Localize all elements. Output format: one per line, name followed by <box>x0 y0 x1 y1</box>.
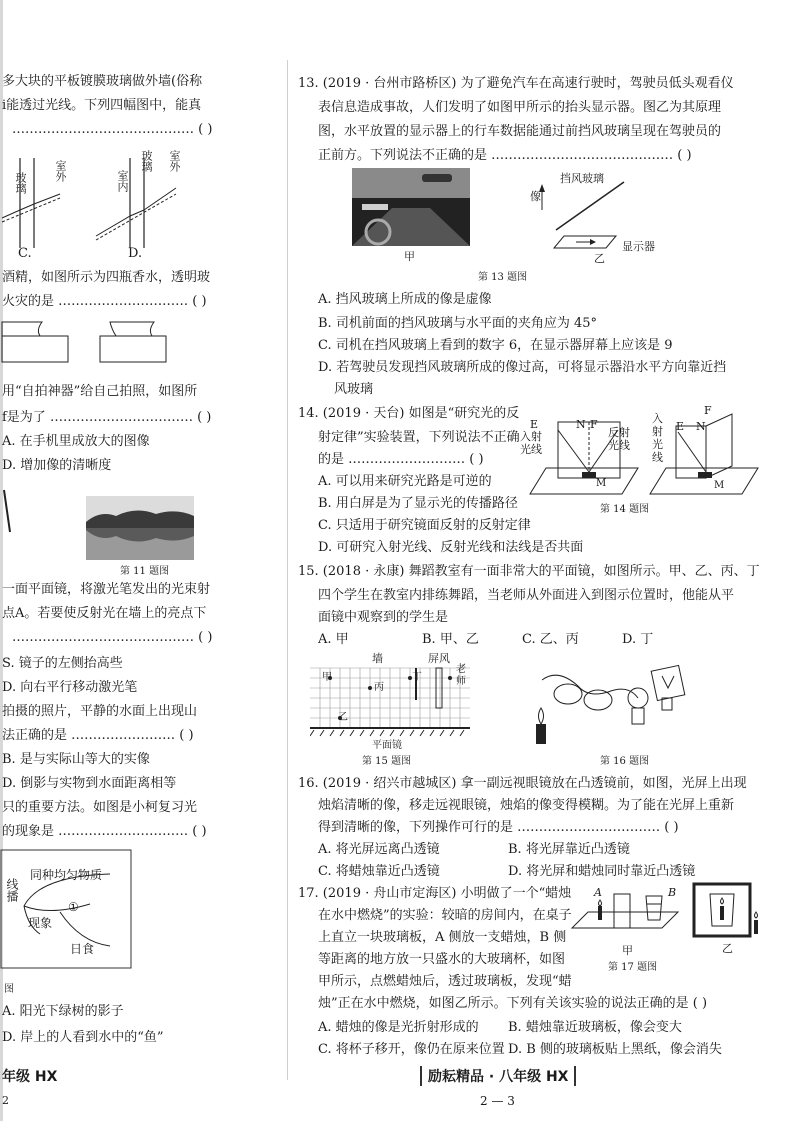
footer-left-page: 2 <box>2 1094 9 1107</box>
q14-option: C. 只适用于研究镜面反射的反射定律 <box>318 518 531 533</box>
q13-option: 风玻璃 <box>334 382 374 397</box>
figure-13-caption: 第 13 题图 <box>478 272 528 283</box>
n-label: N <box>576 418 586 431</box>
left-line: D. 向右平行移动激光笔 <box>2 680 138 695</box>
figure-14-caption: 第 14 题图 <box>600 504 650 515</box>
student-bing: 丙 <box>374 682 384 693</box>
e-label: E <box>530 418 539 431</box>
footer-page-number: 2 — 3 <box>480 1094 515 1108</box>
outdoor-label: 室外 <box>168 150 181 172</box>
figure-yi-label: 乙 <box>722 942 733 955</box>
q13-option: B. 司机前面的挡风玻璃与水平面的夹角应为 45° <box>318 316 597 331</box>
q17-stem: 在水中燃烧”的实验：较暗的房间内，在桌子 <box>318 908 572 923</box>
m-label: M <box>714 480 725 491</box>
left-line: 只的重要方法。如图是小柯复习光 <box>2 800 198 815</box>
left-line: S. 镜子的左侧抬高些 <box>2 656 123 671</box>
footer-left-brand: 年级 HX <box>2 1069 58 1085</box>
incident-ray-label: 入射光线 <box>652 412 663 464</box>
concept-map-caption: 图 <box>4 984 14 995</box>
perfume-bottles-figure <box>0 316 200 366</box>
q17-option: D. B 侧的玻璃板贴上黑纸，像会消失 <box>508 1042 722 1057</box>
figure-16-caption: 第 16 题图 <box>600 756 650 767</box>
wall-label: 墙 <box>372 652 383 665</box>
left-line: 多大块的平板镀膜玻璃做外墙(俗称 <box>2 74 203 89</box>
q17-option: C. 将杯子移开，像仍在原来位置 <box>318 1042 505 1057</box>
q17-stem: 等距离的地方放一只盛水的大玻璃杯，如图 <box>318 952 566 967</box>
q16-option: A. 将光屏远离凸透镜 <box>318 842 440 857</box>
student-jia: 甲 <box>322 672 332 683</box>
q17-stem: 17. (2019 · 舟山市定海区) 小明做了一个“蜡烛 <box>298 886 572 901</box>
q17-stem: 烛”正在水中燃烧，如图乙所示。下列有关该实验的说法正确的是 ( ) <box>318 996 708 1011</box>
q13-option: A. 挡风玻璃上所成的像是虚像 <box>318 292 492 307</box>
q16-stem: 16. (2019 · 绍兴市越城区) 拿一副远视眼镜放在凸透镜前，如图，光屏上出现 <box>298 776 747 791</box>
figure-17-caption: 第 17 题图 <box>608 962 658 973</box>
left-line: i能透过光线。下列四幅图中，能真 <box>2 98 202 113</box>
left-line: D. 增加像的清晰度 <box>2 458 112 473</box>
point-a-label: A <box>594 886 602 899</box>
left-line: 用“自拍神器”给自己拍照，如图所 <box>2 384 198 399</box>
q15-option: D. 丁 <box>622 632 654 647</box>
q14-option: B. 用白屏是为了显示光的传播路径 <box>318 496 518 511</box>
q13-option: C. 司机在挡风玻璃上看到的数字 6，在显示器屏幕上应该是 9 <box>318 338 673 353</box>
left-line: …………………………………… ( ) <box>12 630 213 645</box>
display-label: 显示器 <box>622 240 655 253</box>
glass-label: 玻璃 <box>14 172 27 194</box>
column-divider <box>287 60 288 1080</box>
concept-circle-one: ① <box>68 900 79 914</box>
reflection-law-apparatus <box>528 412 768 500</box>
q13-stem: 正前方。下列说法不正确的是 …………………………………… ( ) <box>318 148 692 163</box>
n-label: N <box>696 420 706 433</box>
left-line: 点A。若要使反射光在墙上的亮点下 <box>2 606 207 621</box>
image-label: 像 <box>530 190 541 203</box>
screen-label: 屏风 <box>428 652 450 665</box>
teacher-label: 老师 <box>456 664 466 687</box>
concept-homogeneous: 同种均匀物质 <box>30 868 103 882</box>
q16-option: B. 将光屏靠近凸透镜 <box>508 842 630 857</box>
concept-eclipse: 日食 <box>70 942 95 956</box>
q16-option: C. 将蜡烛靠近凸透镜 <box>318 864 440 879</box>
left-line: f是为了 …………………………… ( ) <box>2 410 212 425</box>
left-line: …………………………………… ( ) <box>12 122 213 137</box>
q17-stem: 上直立一块玻璃板，A 侧放一支蜡烛，B 侧 <box>318 930 567 945</box>
q14-stem: 14. (2019 · 天台) 如图是“研究光的反 <box>298 406 520 421</box>
option-c-label: C. <box>18 246 32 261</box>
q15-stem: 四个学生在教室内排练舞蹈，当老师从外面进入到图示位置时，他能从平 <box>318 588 735 603</box>
figure-yi-label: 乙 <box>594 252 605 265</box>
dance-room-grid <box>310 660 470 740</box>
left-line: B. 是与实际山等大的实像 <box>2 752 150 767</box>
q14-stem: 射定律”实验装置，下列说法不正确 <box>318 430 520 445</box>
m-label: M <box>596 478 607 489</box>
q15-option: B. 甲、乙 <box>422 632 479 647</box>
figure-15-caption: 第 15 题图 <box>362 756 412 767</box>
q13-stem: 表信息造成事故，人们发明了如图甲所示的抬头显示器。图乙为其原理 <box>318 100 722 115</box>
windshield-label: 挡风玻璃 <box>560 172 604 185</box>
option-d-label: D. <box>128 246 143 261</box>
q16-stem: 得到清晰的像，下列操作可行的是 …………………………… ( ) <box>318 820 679 835</box>
left-line: A. 在手机里成放大的图像 <box>2 434 150 449</box>
left-line: 酒精，如图所示为四瓶香水，透明玻 <box>2 270 211 285</box>
q15-option: C. 乙、丙 <box>522 632 579 647</box>
left-line: 法正确的是 …………………… ( ) <box>2 728 194 743</box>
point-b-label: B <box>668 886 677 899</box>
f-label: F <box>704 404 712 417</box>
q16-stem: 烛焰清晰的像，移走远视眼镜，烛焰的像变得模糊。为了能在光屏上重新 <box>318 798 735 813</box>
figure-jia-label: 甲 <box>404 250 415 263</box>
figure-11-caption: 第 11 题图 <box>120 566 170 577</box>
concept-root: 线播 <box>5 878 19 902</box>
indoor-label: 室内 <box>116 170 129 192</box>
left-line: A. 阳光下绿树的影子 <box>2 1004 124 1019</box>
q17-stem: 甲所示，点燃蜡烛后，透过玻璃板，发现“蜡 <box>318 974 572 989</box>
student-ding: 丁 <box>412 672 422 683</box>
outdoor-label: 室外 <box>54 160 67 182</box>
q15-stem: 15. (2018 · 永康) 舞蹈教室有一面非常大的平面镜，如图所示。甲、乙、丙、丁 <box>298 564 760 579</box>
left-line: 拍摄的照片，平静的水面上出现山 <box>2 704 198 719</box>
q15-stem: 面镜中观察到的学生是 <box>318 610 449 625</box>
q17-option: A. 蜡烛的像是光折射形成的 <box>318 1020 479 1035</box>
reflected-ray-label: 反射光线 <box>608 426 630 452</box>
footer-center-brand: 励耘精品 · 八年级 HX <box>420 1066 576 1086</box>
glasses-lens-experiment <box>528 658 728 748</box>
q17-option: B. 蜡烛靠近玻璃板，像会变大 <box>508 1020 682 1035</box>
incident-ray-label: 入射光线 <box>520 430 542 456</box>
q13-stem: 图，水平放置的显示器上的行车数据能通过前挡风玻璃呈现在驾驶员的 <box>318 124 722 139</box>
concept-phenomenon: 现象 <box>28 916 53 930</box>
left-line: 一面平面镜，将激光笔发出的光束射 <box>2 582 211 597</box>
q13-stem: 13. (2019 · 台州市路桥区) 为了避免汽车在高速行驶时，驾驶员低头观看仪 <box>298 76 734 91</box>
q13-option: D. 若驾驶员发现挡风玻璃所成的像过高，可将显示器沿水平方向靠近挡 <box>318 360 727 375</box>
mirror-label: 平面镜 <box>372 740 402 751</box>
hud-photo <box>352 168 470 246</box>
left-line: D. 岸上的人看到水中的“鱼” <box>2 1030 164 1045</box>
glass-label: 玻璃 <box>140 150 153 172</box>
q14-option: A. 可以用来研究光路是可逆的 <box>318 474 492 489</box>
f-label: F <box>590 418 598 431</box>
candle-in-water-image <box>692 880 772 946</box>
q14-stem: 的是 ……………………… ( ) <box>318 452 484 467</box>
q16-option: D. 将光屏和蜡烛同时靠近凸透镜 <box>508 864 696 879</box>
e-label: E <box>676 420 685 433</box>
student-yi: 乙 <box>338 712 348 723</box>
left-line: D. 倒影与实物到水面距离相等 <box>2 776 177 791</box>
left-line: 的现象是 ………………………… ( ) <box>2 824 207 839</box>
lake-reflection-photo <box>86 496 194 560</box>
left-line: 火灾的是 ………………………… ( ) <box>2 294 207 309</box>
q14-option: D. 可研究入射光线、反射光线和法线是否共面 <box>318 540 584 555</box>
figure-jia-label: 甲 <box>622 944 633 957</box>
candle-glass-setup <box>570 888 680 948</box>
q15-option: A. 甲 <box>318 632 349 647</box>
